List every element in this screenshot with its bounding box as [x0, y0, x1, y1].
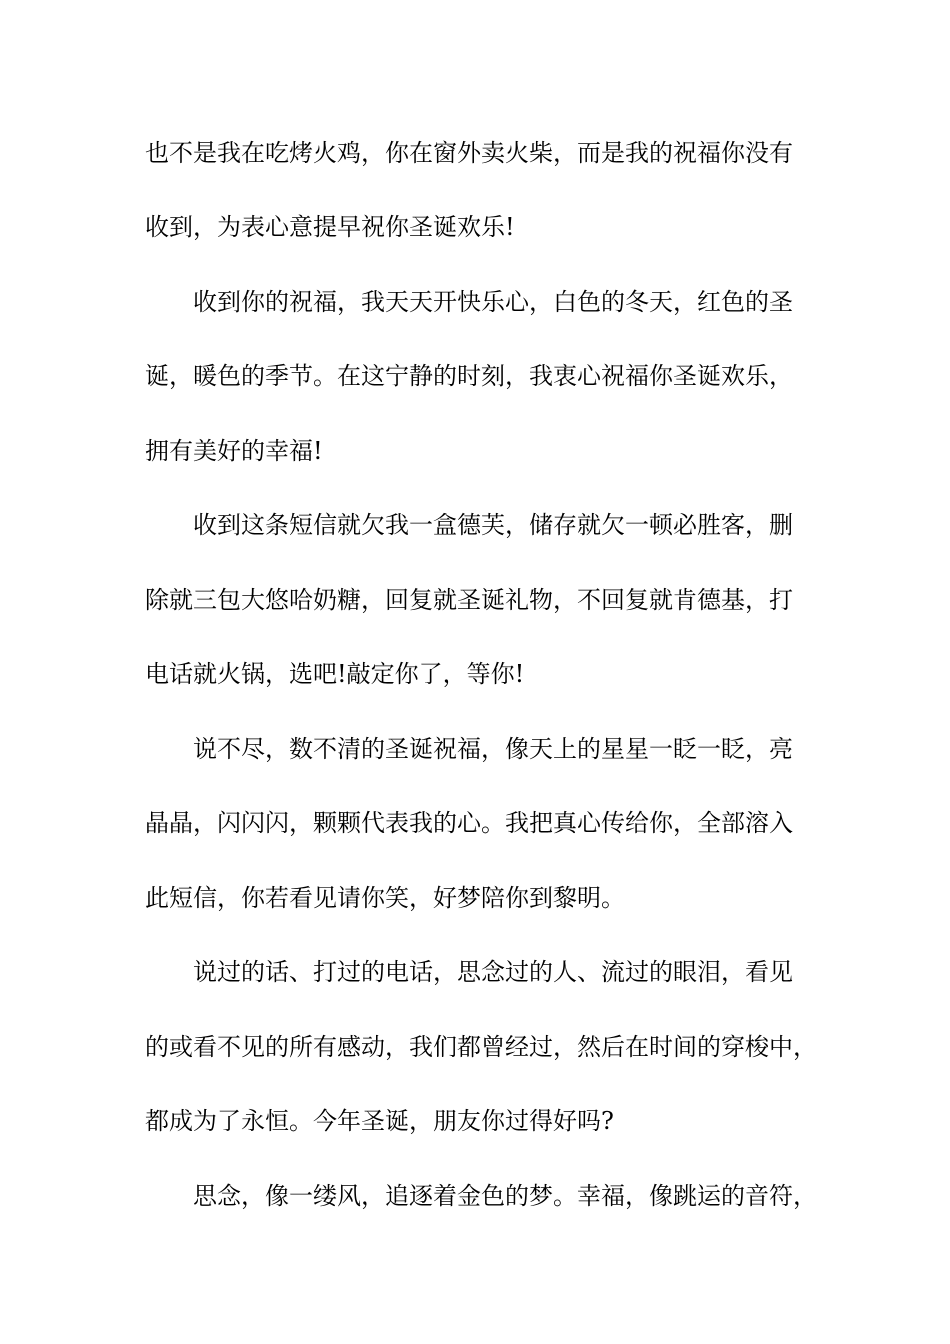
text-line: 诞，暖色的季节。在这宁静的时刻，我衷心祝福你圣诞欢乐，	[145, 362, 793, 390]
text-line: 说不尽，数不清的圣诞祝福，像天上的星星一眨一眨，亮	[193, 735, 793, 763]
text-line: 收到你的祝福，我天天开快乐心，白色的冬天，红色的圣	[193, 288, 793, 316]
text-line: 除就三包大悠哈奶糖，回复就圣诞礼物，不回复就肯德基，打	[145, 586, 793, 614]
text-line: 的或看不见的所有感动，我们都曾经过，然后在时间的穿梭中，	[145, 1033, 817, 1061]
text-line: 收到这条短信就欠我一盒德芙，储存就欠一顿必胜客，删	[193, 511, 793, 539]
text-line: 电话就火锅，选吧!敲定你了，等你!	[145, 660, 525, 688]
text-line: 拥有美好的幸福!	[145, 437, 323, 465]
text-line: 也不是我在吃烤火鸡，你在窗外卖火柴，而是我的祝福你没有	[145, 139, 793, 167]
text-line: 都成为了永恒。今年圣诞，朋友你过得好吗?	[145, 1107, 614, 1135]
text-line: 晶晶，闪闪闪，颗颗代表我的心。我把真心传给你，全部溶入	[145, 809, 793, 837]
text-line: 说过的话、打过的电话，思念过的人、流过的眼泪，看见	[193, 958, 793, 986]
text-line: 此短信，你若看见请你笑，好梦陪你到黎明。	[145, 884, 625, 912]
text-line: 收到，为表心意提早祝你圣诞欢乐!	[145, 213, 515, 241]
text-line: 思念，像一缕风，追逐着金色的梦。幸福，像跳运的音符，	[193, 1182, 817, 1210]
